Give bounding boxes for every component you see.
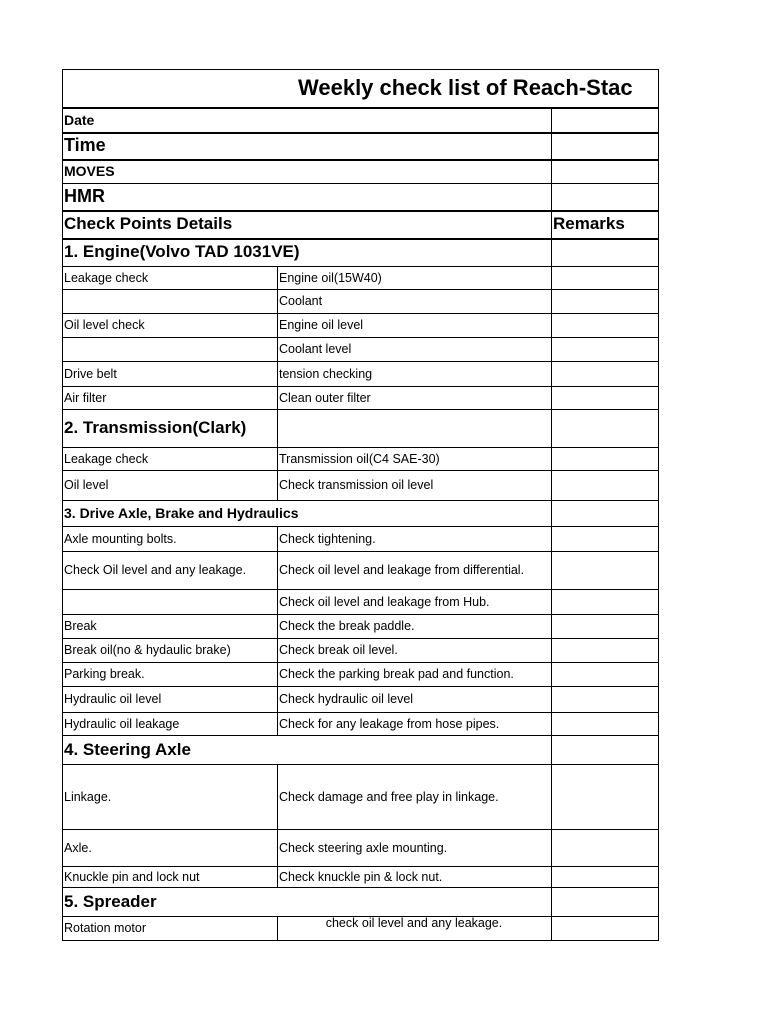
check-item-part: Knuckle pin and lock nut [64,869,200,884]
remarks-cell[interactable] [551,686,659,712]
check-item-part: Oil level check [64,318,145,332]
remarks-cell[interactable] [551,337,659,361]
header-label-hmr: HMR [64,186,105,206]
remarks-cell[interactable] [551,313,659,337]
remarks-cell[interactable] [551,526,659,551]
remarks-cell[interactable] [551,589,659,614]
check-item-part: Axle. [64,840,92,855]
check-item-task: Coolant [279,294,323,308]
header-value-time[interactable] [551,132,659,159]
check-item-part: Drive belt [64,366,117,381]
item-divider [277,614,278,638]
check-item-part [62,589,277,614]
item-divider [277,662,278,686]
header-label-moves: MOVES [64,163,115,179]
header-label-date: Date [64,111,95,128]
item-divider [277,313,278,337]
section-heading-blank [277,409,551,447]
check-item-part: Leakage check [64,451,149,466]
check-item-part: Parking break. [64,667,145,681]
section-heading: 2. Transmission(Clark) [64,418,247,437]
item-divider [277,526,278,551]
item-divider [277,712,278,735]
check-item-part: Linkage. [64,789,112,804]
check-item-task: Check oil level and leakage from differential. [279,563,525,577]
remarks-cell[interactable] [551,638,659,662]
item-divider [277,638,278,662]
section-heading: 4. Steering Axle [64,739,191,759]
check-item-part [62,289,277,313]
item-divider [277,589,278,614]
check-item-part: Leakage check [64,270,149,285]
remarks-cell[interactable] [551,289,659,313]
remarks-cell[interactable] [551,470,659,500]
item-divider [277,361,278,386]
remarks-cell[interactable] [551,409,659,447]
remarks-cell[interactable] [551,500,659,526]
remarks-cell[interactable] [551,238,659,266]
check-item-part: Break oil(no & hydaulic brake) [64,643,231,657]
check-item-task: Check tightening. [279,531,376,546]
remarks-cell[interactable] [551,386,659,409]
section-heading: 3. Drive Axle, Brake and Hydraulics [64,505,299,521]
left-border [62,69,63,940]
section-heading: 5. Spreader [64,891,157,911]
item-divider [277,764,278,829]
remarks-cell[interactable] [551,712,659,735]
check-item-task: Check for any leakage from hose pipes. [279,716,500,731]
check-item-task: Transmission oil(C4 SAE-30) [279,451,440,466]
check-item-task: Check hydraulic oil level [279,692,414,706]
item-divider [277,266,278,289]
remarks-divider [551,107,552,940]
header-value-hmr[interactable] [551,183,659,210]
check-item-task: Check damage and free play in linkage. [279,789,499,804]
right-border [658,69,659,940]
header-value-moves[interactable] [551,159,659,183]
check-item-part: Check Oil level and any leakage. [64,563,247,577]
page-title: Weekly check list of Reach-Stac [298,75,633,100]
check-item-task: Check knuckle pin & lock nut. [279,869,443,884]
item-divider [277,829,278,866]
remarks-cell[interactable] [551,887,659,916]
check-item-task: Check oil level and leakage from Hub. [279,594,490,609]
check-item-task: Check transmission oil level [279,478,434,492]
item-divider [277,916,278,940]
item-divider [277,337,278,361]
check-item-task: Engine oil(15W40) [279,270,382,285]
remarks-cell[interactable] [551,614,659,638]
check-item-part: Hydraulic oil level [64,692,162,706]
remarks-cell[interactable] [551,551,659,589]
item-divider [277,386,278,409]
remarks-cell[interactable] [551,361,659,386]
remarks-cell[interactable] [551,662,659,686]
check-item-task: tension checking [279,366,373,381]
remarks-cell[interactable] [551,447,659,470]
check-item-task: Check the parking break pad and function. [279,667,514,681]
check-item-task: Check steering axle mounting. [279,840,448,855]
remarks-cell[interactable] [551,266,659,289]
remarks-cell[interactable] [551,916,659,940]
check-item-part: Hydraulic oil leakage [64,716,180,731]
check-item-task: check oil level and any leakage. [325,916,503,930]
header-value-date[interactable] [551,107,659,132]
check-item-part [62,337,277,361]
remarks-cell[interactable] [551,829,659,866]
check-item-task: Check break oil level. [279,643,398,657]
check-item-part: Break [64,619,97,633]
item-divider [277,866,278,887]
check-item-task: Check the break paddle. [279,619,415,633]
check-item-task: Clean outer filter [279,390,371,405]
item-divider [277,289,278,313]
check-item-task: Engine oil level [279,318,364,332]
remarks-cell[interactable] [551,866,659,887]
section-heading: 1. Engine(Volvo TAD 1031VE) [64,242,300,261]
item-divider [277,686,278,712]
header-label-time: Time [64,135,106,155]
column-heading-remarks: Remarks [553,214,625,233]
item-divider [277,447,278,470]
remarks-cell[interactable] [551,764,659,829]
check-item-part: Axle mounting bolts. [64,531,177,546]
item-divider [277,409,278,447]
item-divider [277,551,278,589]
check-item-part: Air filter [64,390,107,405]
item-divider [277,470,278,500]
check-item-part: Oil level [64,478,109,492]
checklist-sheet [62,69,659,941]
check-item-task: Coolant level [279,342,352,356]
row-border [62,940,659,941]
check-item-part: Rotation motor [64,921,146,935]
remarks-cell[interactable] [551,735,659,764]
column-heading-details: Check Points Details [64,214,233,233]
